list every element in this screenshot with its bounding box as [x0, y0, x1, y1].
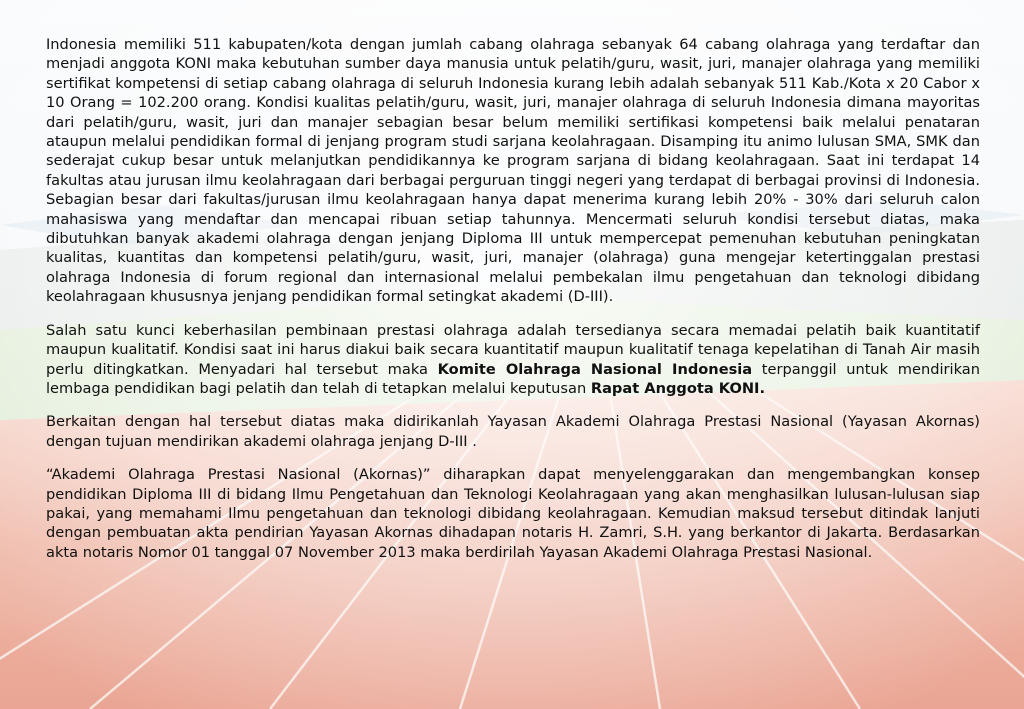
paragraph-3-text: Berkaitan dengan hal tersebut diatas maka didirikanlah Yayasan Akademi Olahraga Prestasi Nasional (Yayasan Akornas) dengan tujuan mendirikan akademi olahraga jenjang D-III . [46, 413, 980, 450]
paragraph-4-text: “Akademi Olahraga Prestasi Nasional (Akornas)” diharapkan dapat menyelenggarakan dan mengembangkan konsep pendidikan Diploma III di bidang Ilmu Pengetahuan dan Teknologi Keolahragaan yang akan menghasilkan lulusan-lulusan siap pakai, yang memahami Ilmu pengetahuan dan teknologi dibidang keolahragaan. Kemudian maksud tersebut ditindak lanjuti dengan pembuatan akta pendirian Yayasan Akornas dihadapan notaris H. Zamri, S.H. yang berkantor di Jakarta. Berdasarkan akta notaris Nomor 01 tanggal 07 November 2013 maka berdirilah Yayasan Akademi Olahraga Prestasi Nasional. [46, 466, 980, 561]
paragraph-3 [46, 412, 980, 451]
paragraph-1-text: Indonesia memiliki 511 kabupaten/kota dengan jumlah cabang olahraga sebanyak 64 cabang olahraga yang terdaftar dan menjadi anggota KONI maka kebutuhan sumber daya manusia untuk pelatih/guru, wasit, juri, manajer olahraga yang memiliki sertifikat kompetensi di setiap cabang olahraga di seluruh Indonesia kurang lebih adalah sebanyak 511 Kab./Kota x 20 Cabor x 10 Orang = 102.200 orang. Kondisi kualitas pelatih/guru, wasit, juri, manajer olahraga di seluruh Indonesia dimana mayoritas dari pelatih/guru, wasit, juri dan manajer sebagian besar belum memiliki sertifikasi kompetensi baik melalui penataran ataupun melalui pendidikan formal di jenjang program studi sarjana keolahragaan. Disamping itu animo lulusan SMA, SMK dan sederajat cukup besar untuk melanjutkan pendidikannya ke program sarjana di bidang keolahragaan. Saat ini terdapat 14 fakultas atau jurusan ilmu keolahragaan dari berbagai perguruan tinggi negeri yang terdapat di berbagai provinsi di Indonesia. Sebagian besar dari fakultas/jurusan ilmu keolahragaan hanya dapat menerima kurang lebih 20% - 30% dari seluruh calon mahasiswa yang mendaftar dan mencapai ribuan setiap tahunnya. Mencermati seluruh kondisi tersebut diatas, maka dibutuhkan banyak akademi olahraga dengan jenjang Diploma III untuk mempercepat pemenuhan kebutuhan peningkatan kualitas, kuantitas dan kompetensi pelatih/guru, wasit, juri, manajer (olahraga) guna mengejar ketertinggalan prestasi olahraga Indonesia di forum regional dan internasional melalui pembekalan ilmu pengetahuan dan teknologi dibidang keolahragaan khususnya jenjang pendidikan formal setingkat akademi (D-III). [46, 36, 980, 306]
paragraph-2 [46, 321, 980, 399]
koni-full-name: Komite Olahraga Nasional Indonesia [437, 360, 753, 378]
paragraph-2-text-a: Salah satu kunci keberhasilan pembinaan prestasi olahraga adalah tersedianya secara memadai pelatih baik kuantitatif maupun kualitatif. Kondisi saat ini harus diakui baik secara kuantitatif maupun kualitatif tenaga kepelatihan di Tanah Air masih perlu ditingkatkan. Menyadari hal tersebut maka [46, 321, 980, 378]
paragraph-2-text-b: terpanggil untuk mendirikan lembaga pendidikan bagi pelatih dan telah di tetapkan melalui keputusan [46, 360, 980, 397]
paragraph-1 [46, 35, 980, 307]
paragraph-4 [46, 465, 980, 562]
rapat-anggota-koni: Rapat Anggota KONI. [590, 379, 766, 397]
document-body [46, 35, 980, 576]
